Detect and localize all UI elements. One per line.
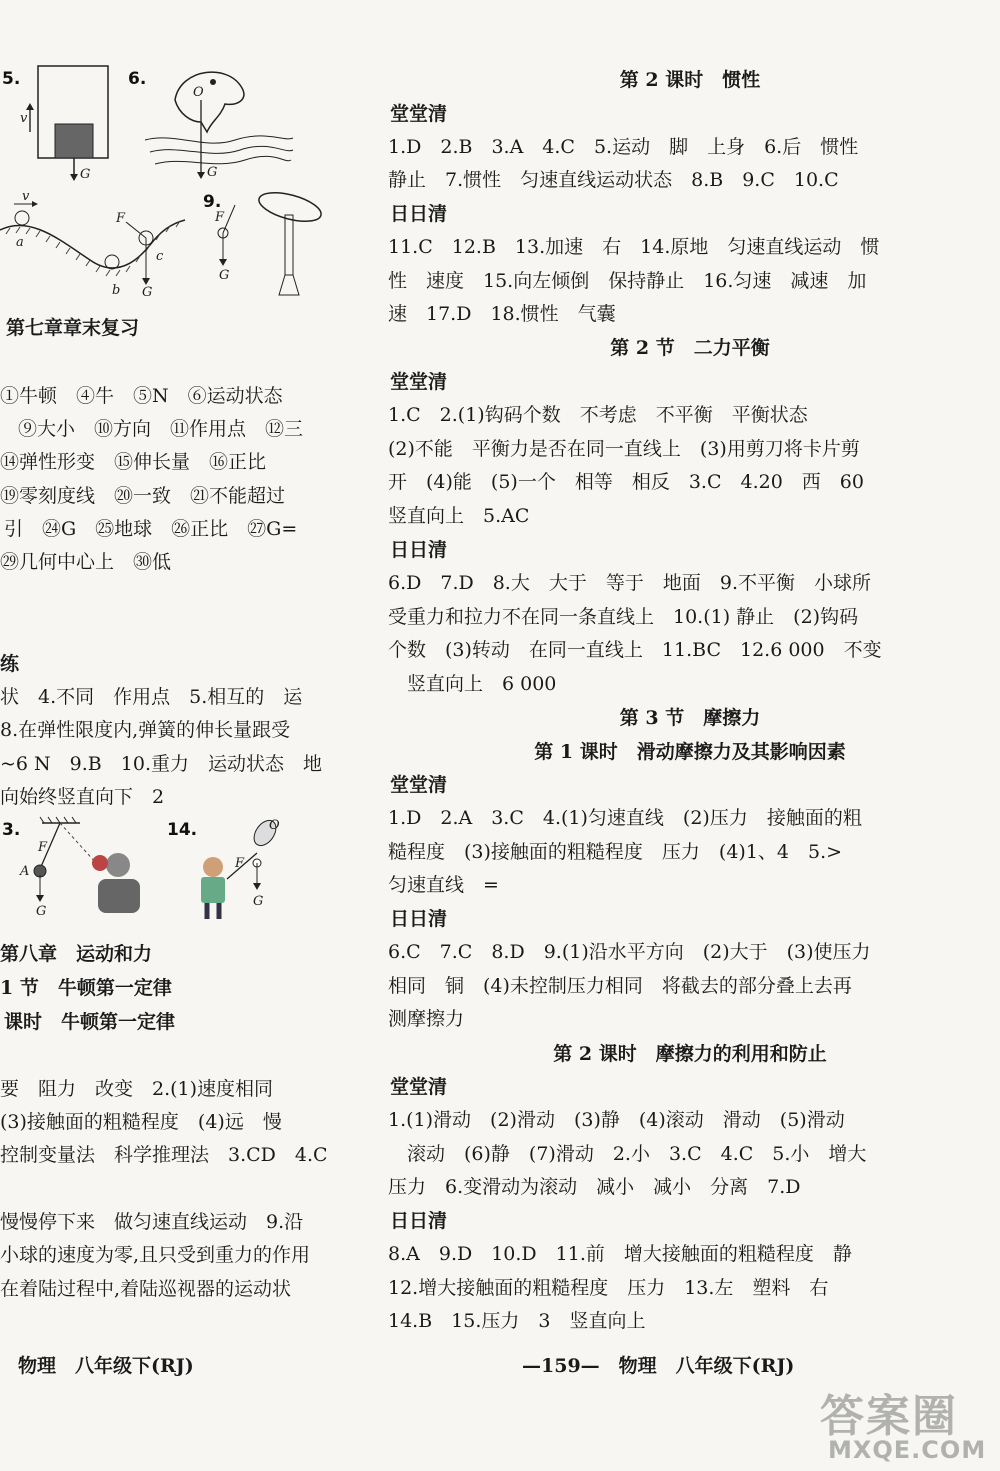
s3k1-rirqing-heading: 日日清 [390,908,448,930]
svg-text:O: O [269,818,280,833]
chapter8-title: 第八章 运动和力 [0,943,153,965]
left-footer: 物理 八年级下(RJ) [18,1355,194,1377]
svg-text:F: F [215,210,225,225]
answer-line: 6.D 7.D 8.大 大于 等于 地面 9.不平衡 小球所 [388,572,871,594]
svg-text:G: G [207,165,218,180]
answer-line: 竖直向上 5.AC [388,505,530,527]
svg-text:F: F [116,211,126,226]
lesson2-inertia-title: 第 2 课时 惯性 [619,69,761,91]
fig-14-number: 14. [167,820,198,840]
section3-lesson1-title: 第 1 课时 滑动摩擦力及其影响因素 [534,741,846,763]
watermark-site: MXQE.COM [828,1436,987,1464]
answer-line: 6.C 7.C 8.D 9.(1)沿水平方向 (2)大于 (3)使压力 [388,941,871,963]
chapter7-review-title: 第七章章末复习 [6,317,140,339]
answer-line: 静止 7.惯性 匀速直线运动状态 8.B 9.C 10.C [388,169,839,191]
chapter8-line: 要 阻力 改变 2.(1)速度相同 [0,1078,274,1100]
answer-line: 开 (4)能 (5)一个 相等 相反 3.C 4.20 西 60 [388,471,864,493]
chapter7-line: ⑭弹性形变 ⑮伸长量 ⑯正比 [0,451,267,473]
lesson2-tangtangqing-heading: 堂堂清 [390,103,448,125]
watermark-logo: 答案圈 [820,1391,958,1442]
answer-line: 1.D 2.B 3.A 4.C 5.运动 脚 上身 6.后 惯性 [388,136,859,158]
answer-line: 竖直向上 6 000 [388,673,557,695]
answer-line: 个数 (3)转动 在同一直线上 11.BC 12.6 000 不变 [388,639,882,661]
s3k1-tangtangqing-heading: 堂堂清 [390,774,448,796]
s3k2-rirqing-heading: 日日清 [390,1210,448,1232]
answer-line: 11.C 12.B 13.加速 右 14.原地 匀速直线运动 惯 [388,236,880,258]
answer-line: 压力 6.变滑动为滚动 减小 减小 分离 7.D [388,1176,801,1198]
svg-text:G: G [253,894,264,909]
svg-text:c: c [156,249,164,264]
chapter8-line: 小球的速度为零,且只受到重力的作用 [0,1244,311,1266]
svg-text:a: a [16,235,24,250]
chapter8-line: 在着陆过程中,着陆巡视器的运动状 [0,1278,292,1300]
svg-text:G: G [80,167,91,182]
svg-text:A: A [20,864,30,879]
fig-6-number: 6. [128,69,147,89]
answer-line: 14.B 15.压力 3 竖直向上 [388,1310,646,1332]
svg-text:O: O [193,85,204,100]
answer-line: 滚动 (6)静 (7)滑动 2.小 3.C 4.C 5.小 增大 [388,1143,867,1165]
s3k2-tangtangqing-heading: 堂堂清 [390,1076,448,1098]
chapter8-line: 慢慢停下来 做匀速直线运动 9.沿 [0,1211,304,1233]
svg-text:G: G [36,904,47,919]
answer-line: 匀速直线 = [388,874,499,896]
figure-5-box [0,60,120,180]
fig-13-number: 3. [2,820,21,840]
svg-text:v: v [22,189,30,204]
svg-text:v: v [20,111,28,126]
chapter7-line: 引 ㉔G ㉕地球 ㉖正比 ㉗G= [4,518,298,540]
practice-line: 8.在弹性限度内,弹簧的伸长量跟受 [0,719,291,741]
answer-line: (2)不能 平衡力是否在同一直线上 (3)用剪刀将卡片剪 [388,438,860,460]
chapter7-line: ⑨大小 ⑩方向 ⑪作用点 ⑫三 [18,418,304,440]
chapter7-line: ㉙几何中心上 ㉚低 [0,551,172,573]
chapter7-line: ①牛顿 ④牛 ⑤N ⑥运动状态 [0,385,283,407]
answer-line: 测摩擦力 [388,1008,465,1030]
section2-tangtangqing-heading: 堂堂清 [390,371,448,393]
chapter8-section1-title: 1 节 牛顿第一定律 [0,977,172,999]
fig-9-number: 9. [203,192,222,212]
answer-line: 12.增大接触面的粗糙程度 压力 13.左 塑料 右 [388,1277,829,1299]
chapter8-line: (3)接触面的粗糙程度 (4)远 慢 [0,1111,282,1133]
figure-13-pendulum [0,815,160,920]
answer-line: 1.(1)滑动 (2)滑动 (3)静 (4)滚动 滑动 (5)滑动 [388,1109,845,1131]
practice-line: ~6 N 9.B 10.重力 运动状态 地 [0,753,322,775]
right-footer-page-number: —159— 物理 八年级下(RJ) [522,1355,795,1377]
practice-title: 练 [0,653,20,675]
figure-6-dolphin [125,60,295,185]
practice-line: 状 4.不同 作用点 5.相互的 运 [0,686,303,708]
lesson2-rirqing-heading: 日日清 [390,203,448,225]
svg-text:G: G [219,268,230,283]
answer-line: 速 17.D 18.惯性 气囊 [388,303,616,325]
section2-balance-title: 第 2 节 二力平衡 [610,337,770,359]
svg-text:F: F [38,840,48,855]
answer-line: 性 速度 15.向左倾倒 保持静止 16.匀速 减速 加 [388,270,867,292]
figure-14-balloon [165,815,335,925]
answer-line: 相同 铜 (4)未控制压力相同 将截去的部分叠上去再 [388,975,852,997]
section2-rirqing-heading: 日日清 [390,539,448,561]
answer-line: 1.D 2.A 3.C 4.(1)匀速直线 (2)压力 接触面的粗 [388,807,862,829]
answer-line: 8.A 9.D 10.D 11.前 增大接触面的粗糙程度 静 [388,1243,852,1265]
section3-friction-title: 第 3 节 摩擦力 [619,707,761,729]
svg-text:G: G [142,285,153,300]
section3-lesson2-title: 第 2 课时 摩擦力的利用和防止 [553,1043,827,1065]
svg-text:F: F [235,856,245,871]
practice-line: 向始终竖直向下 2 [0,786,165,808]
svg-text:b: b [112,283,121,298]
answer-line: 糙程度 (3)接触面的粗糙程度 压力 (4)1、4 5.> [388,841,843,863]
fig-5-number: 5. [2,69,21,89]
figure-9-umbrella [195,185,335,300]
chapter8-line: 控制变量法 科学推理法 3.CD 4.C [0,1144,328,1166]
chapter8-lesson1-title: 课时 牛顿第一定律 [4,1011,176,1033]
answer-line: 受重力和拉力不在同一条直线上 10.(1) 静止 (2)钩码 [388,606,859,628]
chapter7-line: ⑲零刻度线 ⑳一致 ㉑不能超过 [0,485,286,507]
figure-8-track [0,190,190,300]
answer-line: 1.C 2.(1)钩码个数 不考虑 不平衡 平衡状态 [388,404,808,426]
